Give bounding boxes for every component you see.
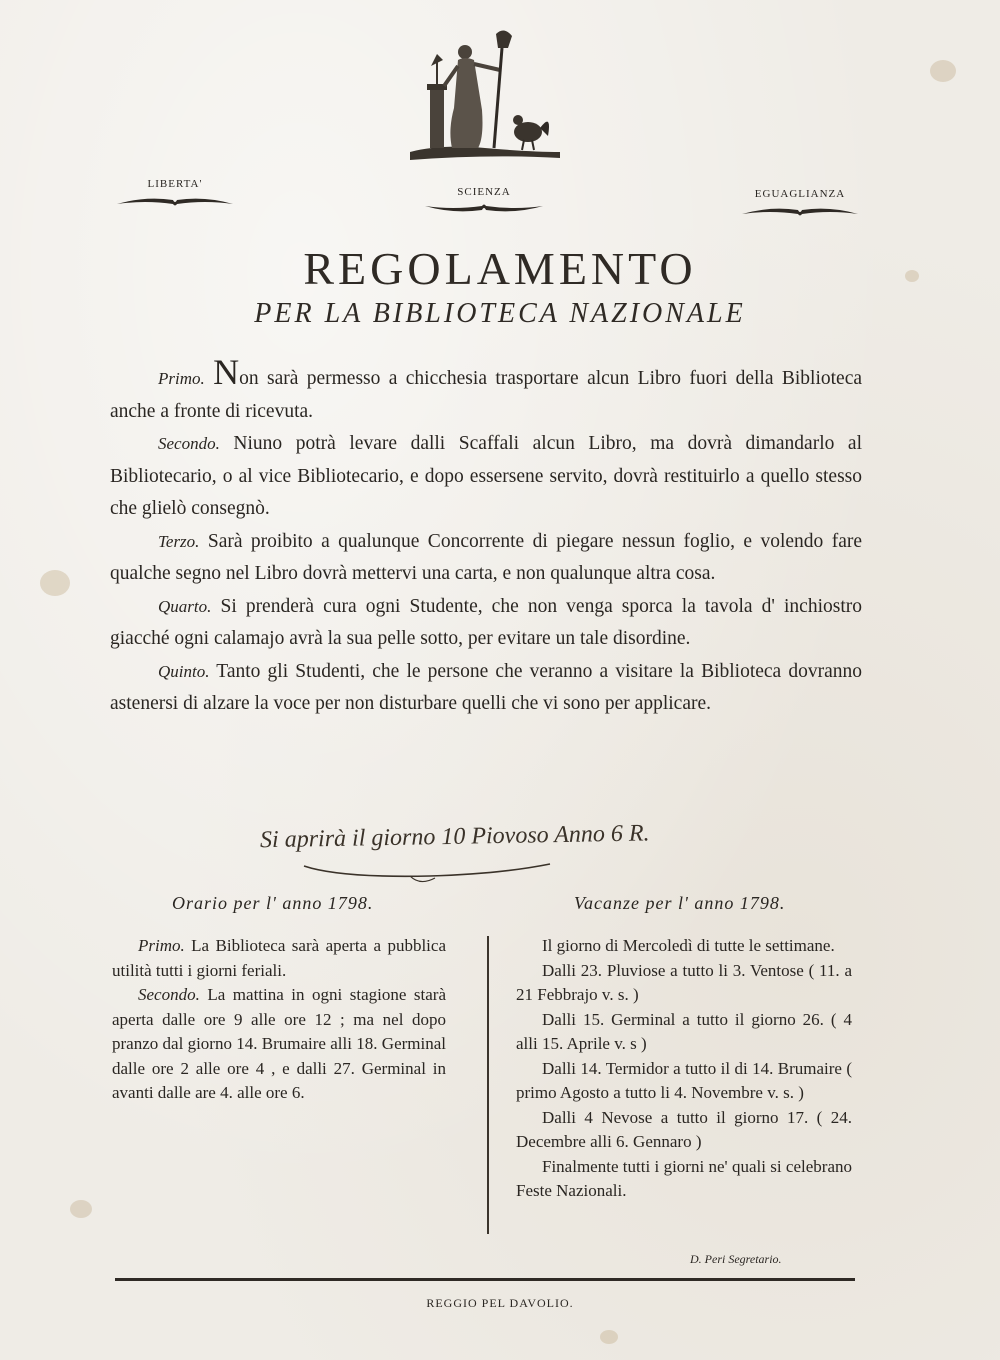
liberty-figure-engraving-icon xyxy=(400,20,570,170)
rule-label: Primo. xyxy=(158,369,205,388)
vacanze-paragraph: Dalli 14. Termidor a tutto il di 14. Brumaire ( primo Agosto a tutto li 4. Novembre v. s. ) xyxy=(516,1058,852,1102)
printer-imprint: REGGIO PEL DAVOLIO. xyxy=(426,1296,574,1310)
rule-text: Sarà proibito a qualunque Concorrente di piegare nessun foglio, e volendo fare qualche segno nel Libro dovrà mettervi una carta, e non qualunque altra cosa. xyxy=(110,530,862,584)
vacanze-paragraph: Il giorno di Mercoledì di tutte le settimane. xyxy=(542,936,835,955)
orario-paragraph xyxy=(112,983,446,1106)
rule-text: Si prenderà cura ogni Studente, che non venga sporca la tavola d' inchiostro giacché ogni calamajo avrà la sua pelle sotto, per evitare un tale disordine. xyxy=(110,595,863,649)
orario-paragraph xyxy=(112,934,446,983)
rule-text: on sarà permesso a chicchesia trasportare alcun Libro fuori della Biblioteca anche a fronte di ricevuta. xyxy=(110,368,863,422)
rooster-icon xyxy=(513,115,549,150)
orario-text: La Biblioteca sarà aperta a pubblica utilità tutti i giorni feriali. xyxy=(112,936,446,980)
document-title: REGOLAMENTO xyxy=(303,243,697,294)
secretary-signature: D. Peri Segretario. xyxy=(690,1252,782,1266)
rule-2 xyxy=(110,428,862,526)
orario-text: La mattina in ogni stagione starà aperta dalle ore 9 alle ore 12 ; ma nel dopo pranzo dal giorno 14. Brumaire alli 18. Germinal dalle ore 2 alle ore 4 , e dalli 27. Germinal in avanti dalle are 4. alle ore 6. xyxy=(112,985,447,1102)
rule-1 xyxy=(110,352,863,428)
flourish-icon xyxy=(423,200,545,216)
motto-right xyxy=(740,188,860,218)
rule-label: Terzo. xyxy=(158,531,200,551)
bottom-rule xyxy=(115,1278,855,1281)
drop-cap: N xyxy=(213,352,240,392)
rule-5 xyxy=(110,656,862,721)
stain xyxy=(40,570,70,596)
motto-left xyxy=(115,178,235,208)
motto-center-text: SCIENZA xyxy=(457,186,511,198)
orario-heading: Orario per l' anno 1798. xyxy=(172,893,374,913)
rule-3 xyxy=(110,526,862,591)
vacanze-column xyxy=(516,934,852,1204)
rule-label: Quarto. xyxy=(158,596,212,616)
signature-flourish-icon xyxy=(300,858,560,888)
flourish-icon xyxy=(115,192,235,208)
motto-left-text: LIBERTA' xyxy=(147,178,203,190)
rule-label: Secondo. xyxy=(158,434,220,453)
rule-4 xyxy=(110,591,862,656)
flourish-icon xyxy=(740,202,860,218)
stain xyxy=(70,1200,92,1218)
orario-column xyxy=(112,934,446,1106)
document-subtitle: PER LA BIBLIOTECA NAZIONALE xyxy=(254,298,746,329)
vacanze-heading: Vacanze per l' anno 1798. xyxy=(574,893,786,913)
rule-text: Tanto gli Studenti, che le persone che veranno a visitare la Biblioteca dovranno astenersi di alzare la voce per non disturbare quelli che vi sono per applicare. xyxy=(110,660,862,714)
orario-label: Primo. xyxy=(138,936,185,955)
rule-label: Quinto. xyxy=(158,661,210,681)
vacanze-paragraph: Dalli 4 Nevose a tutto il giorno 17. ( 24. Decembre alli 6. Gennaro ) xyxy=(516,1107,852,1151)
vacanze-paragraph: Finalmente tutti i giorni ne' quali si celebrano Feste Nazionali. xyxy=(516,1156,852,1200)
handwritten-note: Si aprirà il giorno 10 Piovoso Anno 6 R. xyxy=(259,820,650,854)
stain xyxy=(600,1330,618,1344)
rules-list xyxy=(110,352,863,721)
rule-text: Niuno potrà levare dalli Scaffali alcun Libro, ma dovrà dimandarlo al Bibliotecario, o al vice Bibliotecario, e dopo essersene servito, dovrà restituirlo a quello stesso che glielò consegnò. xyxy=(110,433,862,519)
vacanze-paragraph: Dalli 15. Germinal a tutto il giorno 26. ( 4 alli 15. Aprile v. s ) xyxy=(516,1009,852,1053)
orario-label: Secondo. xyxy=(138,985,200,1004)
motto-center xyxy=(423,186,545,216)
vacanze-paragraph: Dalli 23. Pluviose a tutto li 3. Ventose ( 11. a 21 Febbrajo v. s. ) xyxy=(516,960,852,1004)
column-divider xyxy=(487,936,489,1234)
motto-right-text: EGUAGLIANZA xyxy=(754,188,846,200)
stain xyxy=(930,60,956,82)
